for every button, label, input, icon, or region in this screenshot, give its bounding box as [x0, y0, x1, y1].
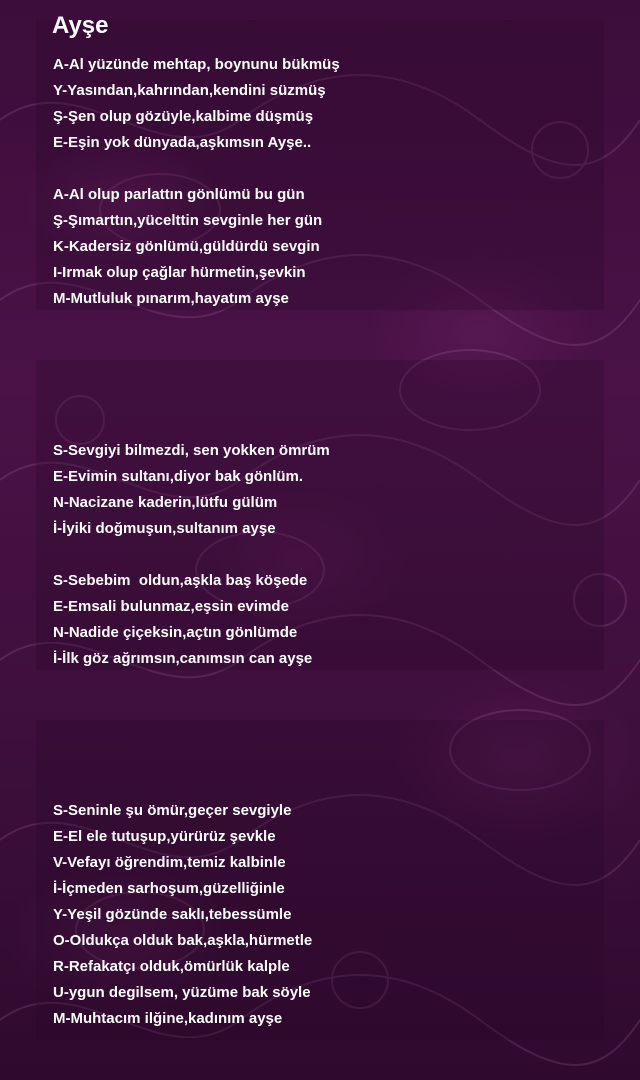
poem-line: A-Al olup parlattın gönlümü bu gün: [53, 186, 305, 203]
poem-line: S-Seninle şu ömür,geçer sevgiyle: [53, 802, 292, 819]
poem-stanza-4: [53, 568, 312, 672]
poem-line: N-Nacizane kaderin,lütfu gülüm: [53, 494, 278, 511]
poem-line: A-Al yüzünde mehtap, boynunu bükmüş: [53, 56, 340, 73]
poem-line: İ-İçmeden sarhoşum,güzelliğinle: [53, 880, 285, 897]
poem-line: M-Muhtacım ilğine,kadınım ayşe: [53, 1010, 283, 1027]
poem-line: N-Nadide çiçeksin,açtın gönlümde: [53, 624, 298, 641]
poem-title: Ayşe: [52, 12, 109, 39]
poem-line: S-Sevgiyi bilmezdi, sen yokken ömrüm: [53, 442, 330, 459]
poem-line: E-Eşin yok dünyada,aşkımsın Ayşe..: [53, 134, 312, 151]
poem-stanza-5: [53, 798, 312, 1032]
poem-line: R-Refakatçı olduk,ömürlük kalple: [53, 958, 290, 975]
poem-line: E-El ele tutuşup,yürürüz şevkle: [53, 828, 276, 845]
poem-line: Ş-Şımarttın,yücelttin sevginle her gün: [53, 212, 323, 229]
poem-line: I-Irmak olup çağlar hürmetin,şevkin: [53, 264, 306, 281]
poem-line: İ-İlk göz ağrımsın,canımsın can ayşe: [53, 650, 313, 667]
poem-line: Y-Yeşil gözünde saklı,tebessümle: [53, 906, 292, 923]
poem-line: V-Vefayı öğrendim,temiz kalbinle: [53, 854, 286, 871]
poem-line: K-Kadersiz gönlümü,güldürdü sevgin: [53, 238, 320, 255]
poem-stanza-1: [53, 52, 340, 156]
poem-stanza-3: [53, 438, 330, 542]
poem-line: S-Sebebim oldun,aşkla baş köşede: [53, 572, 308, 589]
poem-line: U-ygun degilsem, yüzüme bak söyle: [53, 984, 311, 1001]
poem-line: O-Oldukça olduk bak,aşkla,hürmetle: [53, 932, 313, 949]
poem-line: M-Mutluluk pınarım,hayatım ayşe: [53, 290, 289, 307]
poem-line: İ-İyiki doğmuşun,sultanım ayşe: [53, 520, 276, 537]
poem-line: E-Emsali bulunmaz,eşsin evimde: [53, 598, 289, 615]
poem-line: E-Evimin sultanı,diyor bak gönlüm.: [53, 468, 304, 485]
poem-line: Ş-Şen olup gözüyle,kalbime düşmüş: [53, 108, 314, 125]
poem-stanza-2: [53, 182, 322, 312]
poem-line: Y-Yasından,kahrından,kendini süzmüş: [53, 82, 326, 99]
